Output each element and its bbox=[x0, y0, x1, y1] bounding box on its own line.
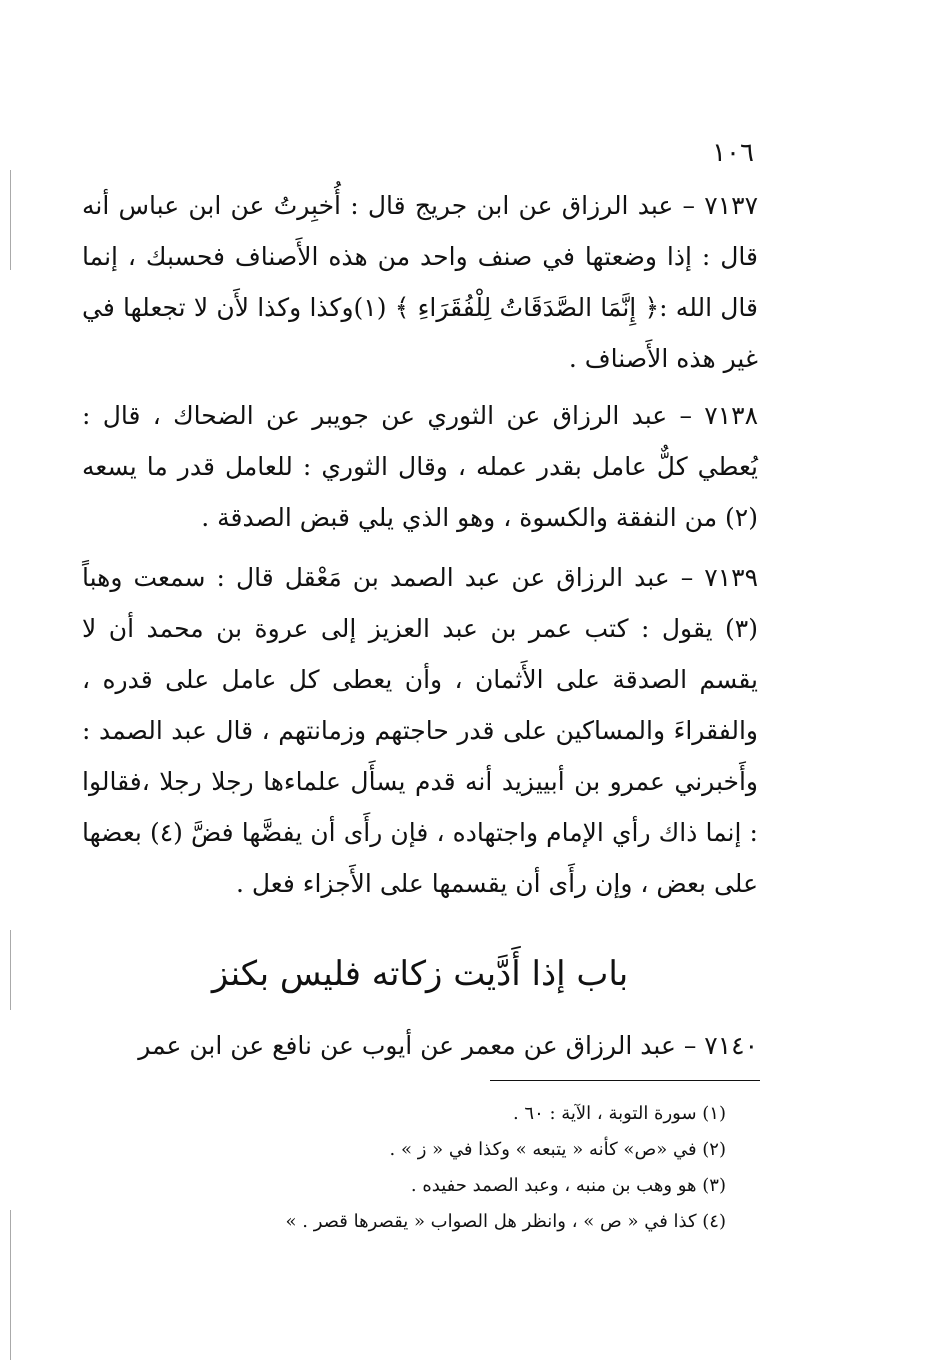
entry-text: ٧١٣٧ – عبد الرزاق عن ابن جريج قال : أُخبِرتُ عن ابن عباس أنه قال : إذا وضعتها في صنف واحد من هذه الأَصناف فحسبك ، إنما قال الله :﴿ إِنَّمَا الصَّدَقَاتُ لِلْفُقَرَاءِ ﴾ (١)وكذا وكذا لأَن لا تجعلها في غير هذه الأَصناف . bbox=[82, 191, 759, 373]
footnote-1: (١) سورة التوبة ، الآية : ٦٠ . bbox=[512, 1103, 726, 1124]
scan-margin-line bbox=[10, 170, 11, 270]
footnote-3: (٣) هو وهب بن منبه ، وعبد الصمد حفيده . bbox=[410, 1175, 726, 1196]
footnote-divider bbox=[490, 1080, 760, 1081]
entry-text: ٧١٣٩ – عبد الرزاق عن عبد الصمد بن مَعْقل قال : سمعت وهباً (٣) يقول : كتب عمر بن عبد العزيز إلى عروة بن محمد أن لا يقسم الصدقة على الأَثمان ، وأن يعطى كل عامل على قدره ، والفقراءَ والمساكين على قدر حاجتهم وزمانتهم ، قال عبد الصمد : وأَخبرني عمرو بن أبييزيد أنه قدم يسأَل علماءها رجلا رجلا ،فقالوا : إنما ذاك رأي الإمام واجتهاده ، فإن رأَى أن يفضَّها فضَّ (٤) بعضها على بعض ، وإن رأَى أن يقسمها على الأَجزاء فعل . bbox=[82, 563, 758, 898]
hadith-entry-7140 bbox=[82, 1020, 758, 1071]
scan-margin-line bbox=[10, 1210, 11, 1360]
scan-margin-line bbox=[10, 930, 11, 1010]
page-number: ١٠٦ bbox=[712, 138, 754, 168]
footnote-2: (٢) في «ص» كأنه « يتبعه » وكذا في « ز » . bbox=[389, 1139, 726, 1160]
footnote-4: (٤) كذا في « ص » ، وانظر هل الصواب « يقصرها قصر . » bbox=[285, 1211, 726, 1232]
hadith-entry-7137 bbox=[82, 180, 758, 384]
footnotes bbox=[200, 1096, 726, 1240]
chapter-heading: باب إذا أَدَّيت زكاته فليس بكنز bbox=[211, 954, 629, 994]
entry-text: ٧١٣٨ – عبد الرزاق عن الثوري عن جويبر عن الضحاك ، قال : يُعطي كلٌّ عامل بقدر عمله ، وقال الثوري : للعامل قدر ما يسعه (٢) من النفقة والكسوة ، وهو الذي يلي قبض الصدقة . bbox=[82, 401, 758, 532]
entry-text: ٧١٤٠ – عبد الرزاق عن معمر عن أيوب عن نافع عن ابن عمر bbox=[138, 1031, 758, 1060]
hadith-entry-7138 bbox=[82, 390, 758, 543]
hadith-entry-7139 bbox=[82, 552, 758, 909]
